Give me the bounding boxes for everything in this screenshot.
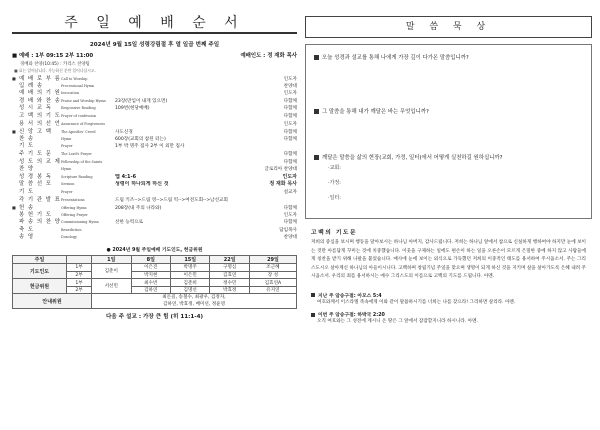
order-row [12,227,297,235]
order-of-worship [12,75,297,242]
standing-mark-icon: ■ [12,76,16,81]
order-item-english: Hymn [61,136,72,141]
order-item-person: 인도자 [282,173,297,180]
order-item-name: 경 배 와 찬 송 [19,97,61,104]
roster-part: 2부 [66,271,91,279]
title-divider [12,32,297,34]
square-bullet-icon [314,109,319,114]
roster-guide-row [13,294,297,309]
order-item-person: 글로리아 찬양대 [264,167,297,173]
roster-category: 헌금위원 [13,279,67,294]
roster-header-cell [66,256,91,264]
order-item-name: 말 씀 선 포 [19,181,52,188]
standing-note: ■ 표는 일어납니다. 가능하신 분만 일어나십시오. [14,68,96,73]
roster-cell: 이은진 [131,264,170,272]
square-bullet-icon [311,293,315,297]
order-row [12,151,297,159]
roster-cell: 유지연 [249,286,296,294]
verse-last-week-text: 여호와께서 이스라엘 족속에게 이와 같이 말씀하시기를 너희는 나를 찾으라! 그리하면 살리라. 아멘. [317,299,516,305]
roster-cell: 이은민 [170,271,209,279]
order-item-name: 예 배 로 부 름 [19,76,61,82]
service-times: ■ 예배 : 1부 09:15 2부 11:00 [12,53,94,59]
order-item-name: 축 도 [19,226,35,233]
roster-row [13,264,297,272]
order-item-person: 다함께 [283,220,297,226]
standing-mark-icon: ■ [12,129,16,135]
roster-header-cell: 8일 [131,256,170,264]
order-item-english: Prayer [61,189,73,194]
roster-caption: ● 2024년 9월 주일예배 기도인도, 헌금위원 [106,248,203,254]
order-item-english: Assurance of Forgiveness [61,121,105,126]
order-item-name: 고 백 의 기 도 [19,112,61,119]
order-item-person: 설교자 [283,189,297,195]
guide-names-line-2: 김하연, 박효정, 배미선, 정윤영 [163,302,226,308]
order-item-english: Invocation [61,91,80,96]
question-1 [314,53,469,61]
verse-this-week-head [311,311,586,318]
order-item-person: 담임목사 [279,227,297,233]
roster-cell: 김춘희 [170,279,209,287]
roster-part: 1부 [66,279,91,287]
order-row [12,189,297,197]
order-item-english: Fellowship of the Saints [61,159,103,164]
order-item-person: 정 재화 목사 [269,181,297,188]
order-item-english: The Apostles' Creed [61,130,96,135]
order-row [12,219,297,227]
practice-fields [328,161,341,206]
roster-guide-names [92,294,297,309]
question-3 [314,153,502,161]
verse-last-week-ref: 지난 주 암송구절: 아모스 5:4 [318,293,382,299]
order-item-name: 찬 양 [19,166,35,173]
roster-cell: 박명주 [170,264,209,272]
service-presider: 예배인도 : 정 재화 목사 [240,53,297,59]
order-item-name: 성 경 봉 독 [19,173,52,180]
verse-last-week-head [311,292,586,299]
verse-last-week [311,292,586,308]
order-item-name: 찬 송 [19,135,35,142]
order-item-english: Presentations [61,197,85,202]
order-item-content: 208장(내 주의 나라와) [115,206,162,212]
verse-this-week-ref: 이번 주 암송구절: 하박국 2:20 [318,313,385,318]
order-item-person: 다함께 [283,98,297,104]
order-item-person: 다함께 [283,113,297,119]
order-item-english: Hymn [61,167,72,172]
order-item-name: 신 앙 고 백 [19,129,52,136]
roster-cell: 장 성 [249,271,296,279]
order-item-content: 1부 박 명주 집사 2부 이 외만 집사 [115,144,185,150]
roster-header-cell: 주일 [13,256,67,264]
roster-cell: 구명심 [210,264,249,272]
order-item-name: 용 서 의 선 언 [19,120,61,127]
square-bullet-icon [311,313,315,317]
roster-header-row [13,256,297,264]
prayer-text: 저희의 중심을 보시며 행동을 달아보시는 하나님 아버지, 감사드립니다. 저희는 하나님 앞에서 참으로 신실하게 행하여야 하지만 눈에 보이는 것만 아름답게 꾸미는 것에 치중했습니다. 이웃을 구제하는 일에도 편손이 하는 일을 오른손이 모르게 은밀한 중에 하지 않고 사람들에게 칭찬을 받기 위해 나팔을 불었습니다. 매사에 눈에 보이는 외식으로 가득했던 저희의 이중적인 태도를 용서하여 주시옵소서. 주는 그리스도시오 살아계신 하나님의 아들이시니다. 고백하며 창립기념 주일을 맞으며 생명이 되게 하신 것을 지키며 살을 살아가도록 은혜 내려 주시옵소서. 우리의 죄를 용서하시는 예수 그리스도의 이름으로 고백의 기도를 드립니다. 아멘. [311,240,586,279]
roster-cell: 김하연 [131,286,170,294]
roster-cell: 김효연 [210,271,249,279]
question-box [305,44,592,219]
order-item-name: 성 시 교 독 [19,105,52,112]
order-item-content: 23장(만입이 내게 있으면) [115,98,168,104]
roster-cell: 박효정 [210,286,249,294]
order-item-english: The Lord's Prayer [61,151,92,156]
order-item-person: 다함께 [283,151,297,157]
order-item-name: 봉 헌 기 도 [19,211,52,218]
order-item-person: 다함께 [283,106,297,112]
verse-this-week-text: 오직 여호와는 그 성전에 계시니 온 땅은 그 앞에서 잠잠할지니라 하시니라. 아멘. [317,319,478,324]
order-item-name: 헌 송 [19,205,35,212]
order-row [12,136,297,144]
roster-body [13,264,297,309]
order-item-name: 각 기 관 발 표 [19,196,61,203]
order-item-person: 다함께 [283,136,297,142]
roster-table [12,255,297,309]
next-sermon: 다음 주 설교 : 가장 큰 힘 (히 11:1-4) [105,314,204,321]
roster-cell: 최수빈 [131,279,170,287]
roster-cell: 김명선 [170,286,209,294]
roster-cell: 김춘이 [92,264,131,279]
roster-header-cell: 1일 [92,256,131,264]
order-row [12,234,297,242]
question-2-text: 그 말씀을 통해 내가 깨달은 바는 무엇입니까? [322,109,429,115]
order-item-content: 선한 능력으로 [115,220,144,226]
order-item-name: 기 도 [19,188,35,195]
order-item-english: Praise and Worship Hymn [61,98,106,103]
order-row [12,204,297,212]
order-row [12,113,297,121]
square-bullet-icon [314,55,319,60]
order-item-person: 다함께 [283,206,297,212]
order-item-person: 다함께 [283,159,297,165]
field-home: ·가정: [328,180,341,186]
guide-names-line-1: 최돈길, 송철수, 최광우, 김정자, [162,295,226,301]
worship-order-panel [12,6,297,424]
order-row [12,197,297,205]
field-work: ·일터: [328,195,341,201]
roster-part: 1부 [66,264,91,272]
order-item-person: 인도자 [283,121,297,127]
roster-header-cell: 29일 [249,256,296,264]
order-row [12,166,297,174]
order-row [12,174,297,182]
roster-header-cell: 22일 [210,256,249,264]
question-3-text: 깨달은 말씀을 삶의 현장(교회, 가정, 일터)에서 어떻게 실천하길 원하십니까? [322,155,503,161]
roster-header-cell: 15일 [170,256,209,264]
roster-part: 2부 [66,286,91,294]
order-item-english: Scripture Reading [61,174,93,179]
order-item-content: 드림 키즈-->드림 영-->드림 빅-->여전도회-->남선교회 [115,197,228,203]
order-item-name: 기 도 [19,143,35,150]
question-2 [314,107,429,115]
service-date: 2024년 9월 15일 성령강림절 후 열 일곱 번째 주일 [89,42,220,48]
order-item-english: Offering Prayer [61,212,88,217]
order-row [12,159,297,167]
order-row [12,90,297,98]
roster-cell: 서선민 [92,279,131,294]
page-title: 주 일 예 배 순 서 [64,15,245,31]
roster-cell: 김효연A [249,279,296,287]
order-row [12,75,297,83]
order-row [12,181,297,189]
order-item-person: 다함께 [283,130,297,136]
order-item-name: 입 례 송 [19,82,44,89]
field-church: ·교회: [328,165,341,171]
order-row [12,98,297,106]
order-item-content: 109번(현당예배) [115,106,150,112]
prayer-title: 고백의 기도문 [311,230,358,236]
order-item-english: Call to Worship [61,77,88,81]
order-item-name: 예 배 의 기 원 [19,90,61,97]
order-row [12,143,297,151]
order-item-person: 인도자 [283,91,297,97]
order-item-english: Offering Hymn [61,206,87,211]
order-item-english: Prayer of confession [61,113,97,118]
order-item-english: Prayer [61,144,73,149]
meditation-title: 말 씀 묵 상 [305,16,592,38]
order-item-person: 인도자 [283,77,297,82]
order-item-content: 600장(교회의 참된 터는) [115,136,166,142]
order-item-content: 사도신경 [115,130,133,136]
roster-category: 기도인도 [13,264,67,279]
standing-mark-icon: ■ [12,205,16,211]
order-item-english: Processional Hymn [61,83,95,88]
service-times-row [12,51,297,59]
roster-cell: 조근혜 [249,264,296,272]
roster-cell: 정수민 [210,279,249,287]
square-bullet-icon [314,155,319,160]
question-1-text: 오늘 성경과 설교를 통해 나에게 가장 깊이 다가온 말씀입니까? [322,55,469,61]
order-item-name: 파 송 의 찬 양 [19,219,61,226]
roster-cell: 박지현 [131,271,170,279]
order-item-english: Doxology [61,235,77,240]
roster-guide-label: 안내위원 [13,294,92,309]
roster-row [13,279,297,287]
order-item-name: 성 도 의 교 제 [19,158,61,165]
meditation-panel [305,6,592,424]
order-item-english: Commissioning Hymn [61,220,99,225]
order-item-person: 찬양대 [283,235,297,241]
order-item-person: 찬양대 [283,83,297,89]
choir-time: 경배와 찬양(10:45) : 카리스 찬양팀 [20,62,90,67]
order-item-person: 인도자 [283,212,297,218]
order-item-english: Benediction [61,227,82,232]
order-item-content: 성령이 하나되게 하신 것 [115,181,169,188]
order-row [12,128,297,136]
order-item-english: Sermon [61,182,75,187]
order-item-name: 송 영 [19,234,35,241]
order-row [12,121,297,129]
verse-this-week [311,311,586,327]
order-row [12,105,297,113]
order-item-name: 주 기 도 문 [19,150,52,157]
order-item-content: 엡 4:1-6 [115,173,137,180]
order-item-english: Responsive Reading [61,106,96,111]
